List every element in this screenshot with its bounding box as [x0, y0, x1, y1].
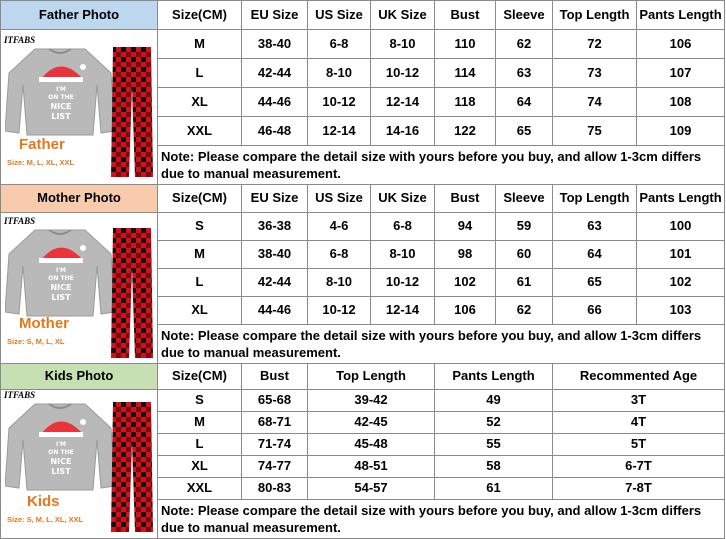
role-label: Mother	[19, 315, 69, 332]
shirt-print-line-1: I'M	[55, 86, 67, 93]
kids-cell: 49	[435, 390, 553, 412]
kids-photo-header: Kids Photo	[1, 364, 158, 390]
kids-cell: L	[158, 434, 242, 456]
shirt-image	[5, 45, 115, 137]
col-pants-length: Pants Length	[435, 364, 553, 390]
mother-cell: 61	[496, 269, 553, 297]
role-label: Kids	[27, 493, 60, 510]
kids-cell: 71-74	[242, 434, 308, 456]
father-cell: 75	[553, 117, 637, 146]
kids-cell: 4T	[553, 412, 725, 434]
col-eu-size: EU Size	[242, 1, 308, 30]
father-cell: 10-12	[308, 88, 371, 117]
col-bust: Bust	[435, 185, 496, 213]
father-cell: 38-40	[242, 30, 308, 59]
mother-cell: 62	[496, 297, 553, 325]
shirt-print-line-2: ON THE	[48, 94, 74, 101]
kids-cell: 61	[435, 478, 553, 500]
role-sizes: Size: M, L, XL, XXL	[7, 158, 75, 167]
father-header-row	[1, 1, 725, 30]
kids-cell: 5T	[553, 434, 725, 456]
mother-cell: 64	[553, 241, 637, 269]
father-cell: 108	[637, 88, 725, 117]
mother-cell: L	[158, 269, 242, 297]
father-cell: 12-14	[308, 117, 371, 146]
kids-header-row	[1, 364, 725, 390]
mother-cell: 4-6	[308, 213, 371, 241]
plaid-pants-image	[111, 402, 153, 532]
mother-cell: 59	[496, 213, 553, 241]
father-cell: 110	[435, 30, 496, 59]
father-cell: 62	[496, 30, 553, 59]
col-top-length: Top Length	[308, 364, 435, 390]
col-uk-size: UK Size	[371, 1, 435, 30]
father-cell: 12-14	[371, 88, 435, 117]
father-cell: XL	[158, 88, 242, 117]
mother-cell: 94	[435, 213, 496, 241]
kids-cell: 54-57	[308, 478, 435, 500]
mother-cell: 8-10	[308, 269, 371, 297]
kids-cell: 48-51	[308, 456, 435, 478]
mother-cell: 102	[435, 269, 496, 297]
shirt-image	[5, 226, 115, 318]
shirt-print-line-1: I'M	[55, 267, 67, 274]
col-pants-length: Pants Length	[637, 185, 725, 213]
mother-photo	[1, 213, 158, 364]
mother-cell: 106	[435, 297, 496, 325]
shirt-print-line-1: I'M	[55, 441, 67, 448]
father-cell: L	[158, 59, 242, 88]
col-pants-length: Pants Length	[637, 1, 725, 30]
kids-note: Note: Please compare the detail size with yours before you buy, and allow 1-3cm differs due to manual measurement.	[158, 500, 725, 539]
mother-cell: 44-46	[242, 297, 308, 325]
father-cell: XXL	[158, 117, 242, 146]
mother-cell: 60	[496, 241, 553, 269]
father-cell: M	[158, 30, 242, 59]
table-row	[1, 30, 725, 59]
father-cell: 64	[496, 88, 553, 117]
shirt-print-line-4: LIST	[51, 467, 71, 476]
father-cell: 8-10	[371, 30, 435, 59]
father-cell: 8-10	[308, 59, 371, 88]
mother-cell: 66	[553, 297, 637, 325]
kids-photo	[1, 390, 158, 539]
col-bust: Bust	[435, 1, 496, 30]
col-eu-size: EU Size	[242, 185, 308, 213]
mother-photo-header: Mother Photo	[1, 185, 158, 213]
kids-cell: 45-48	[308, 434, 435, 456]
col-sleeve: Sleeve	[496, 185, 553, 213]
father-cell: 6-8	[308, 30, 371, 59]
father-cell: 46-48	[242, 117, 308, 146]
kids-cell: 58	[435, 456, 553, 478]
kids-cell: 39-42	[308, 390, 435, 412]
col-top-length: Top Length	[553, 185, 637, 213]
father-cell: 73	[553, 59, 637, 88]
role-label: Father	[19, 136, 65, 153]
father-cell: 63	[496, 59, 553, 88]
father-cell: 44-46	[242, 88, 308, 117]
table-row	[1, 213, 725, 241]
shirt-print-line-3: NICE	[50, 283, 72, 292]
kids-cell: XXL	[158, 478, 242, 500]
mother-cell: 42-44	[242, 269, 308, 297]
shirt-print-line-3: NICE	[50, 457, 72, 466]
father-cell: 106	[637, 30, 725, 59]
col-size-cm: Size(CM)	[158, 185, 242, 213]
kids-cell: 55	[435, 434, 553, 456]
col-us-size: US Size	[308, 1, 371, 30]
col-recommented-age: Recommented Age	[553, 364, 725, 390]
mother-cell: M	[158, 241, 242, 269]
father-cell: 114	[435, 59, 496, 88]
mother-cell: XL	[158, 297, 242, 325]
col-top-length: Top Length	[553, 1, 637, 30]
plaid-pants-image	[111, 228, 153, 358]
father-cell: 74	[553, 88, 637, 117]
role-sizes: Size: S, M, L, XL	[7, 337, 65, 346]
shirt-print-line-2: ON THE	[48, 449, 74, 456]
mother-note: Note: Please compare the detail size with yours before you buy, and allow 1-3cm differs due to manual measurement.	[158, 325, 725, 364]
mother-cell: 65	[553, 269, 637, 297]
kids-cell: 65-68	[242, 390, 308, 412]
father-cell: 42-44	[242, 59, 308, 88]
mother-cell: S	[158, 213, 242, 241]
shirt-print-line-2: ON THE	[48, 275, 74, 282]
kids-cell: 80-83	[242, 478, 308, 500]
plaid-pants-image	[111, 47, 153, 177]
father-cell: 14-16	[371, 117, 435, 146]
mother-cell: 98	[435, 241, 496, 269]
col-bust: Bust	[242, 364, 308, 390]
mother-cell: 8-10	[371, 241, 435, 269]
role-sizes: Size: S, M, L, XL, XXL	[7, 515, 84, 524]
father-note: Note: Please compare the detail size with yours before you buy, and allow 1-3cm differs due to manual measurement.	[158, 146, 725, 185]
father-cell: 10-12	[371, 59, 435, 88]
kids-cell: 52	[435, 412, 553, 434]
table-row	[1, 390, 725, 412]
brand-logo: ITFABS	[4, 35, 36, 45]
kids-cell: 7-8T	[553, 478, 725, 500]
kids-cell: 68-71	[242, 412, 308, 434]
father-cell: 107	[637, 59, 725, 88]
shirt-print-line-4: LIST	[51, 293, 71, 302]
kids-cell: M	[158, 412, 242, 434]
mother-cell: 6-8	[308, 241, 371, 269]
mother-cell: 102	[637, 269, 725, 297]
col-sleeve: Sleeve	[496, 1, 553, 30]
shirt-print-line-3: NICE	[50, 102, 72, 111]
father-photo-header: Father Photo	[1, 1, 158, 30]
mother-cell: 63	[553, 213, 637, 241]
father-cell: 122	[435, 117, 496, 146]
father-cell: 65	[496, 117, 553, 146]
col-size-cm: Size(CM)	[158, 1, 242, 30]
col-us-size: US Size	[308, 185, 371, 213]
mother-cell: 100	[637, 213, 725, 241]
mother-cell: 10-12	[371, 269, 435, 297]
mother-cell: 10-12	[308, 297, 371, 325]
col-uk-size: UK Size	[371, 185, 435, 213]
mother-cell: 12-14	[371, 297, 435, 325]
mother-cell: 6-8	[371, 213, 435, 241]
father-cell: 118	[435, 88, 496, 117]
father-photo	[1, 30, 158, 185]
col-size-cm: Size(CM)	[158, 364, 242, 390]
mother-header-row	[1, 185, 725, 213]
kids-cell: 42-45	[308, 412, 435, 434]
father-cell: 72	[553, 30, 637, 59]
shirt-print-line-4: LIST	[51, 112, 71, 121]
kids-cell: 3T	[553, 390, 725, 412]
kids-cell: 6-7T	[553, 456, 725, 478]
father-cell: 109	[637, 117, 725, 146]
kids-cell: 74-77	[242, 456, 308, 478]
kids-cell: S	[158, 390, 242, 412]
mother-cell: 36-38	[242, 213, 308, 241]
brand-logo: ITFABS	[4, 216, 36, 226]
brand-logo: ITFABS	[4, 390, 36, 400]
mother-cell: 101	[637, 241, 725, 269]
shirt-image	[5, 400, 115, 492]
kids-cell: XL	[158, 456, 242, 478]
mother-cell: 103	[637, 297, 725, 325]
mother-cell: 38-40	[242, 241, 308, 269]
